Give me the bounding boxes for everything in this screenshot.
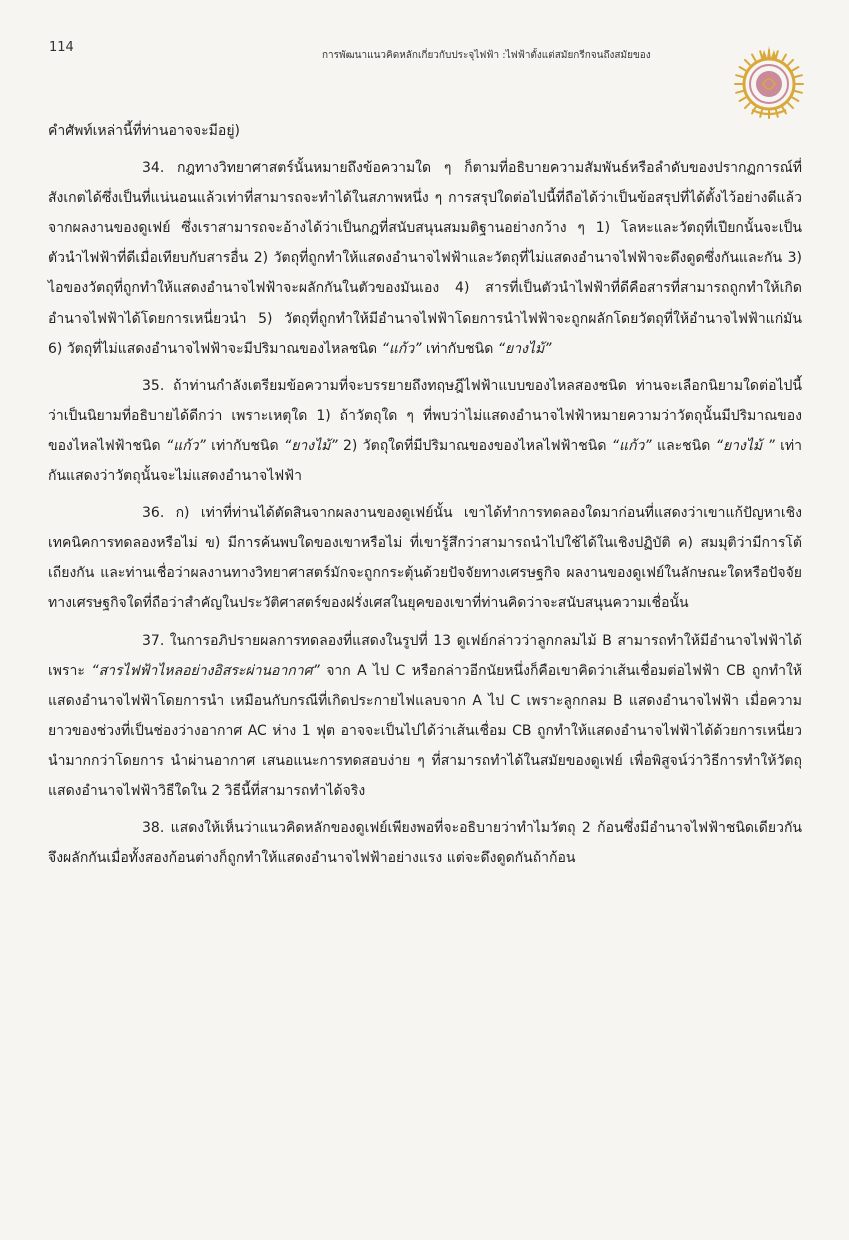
paragraph-question-35 bbox=[48, 371, 802, 491]
text-run: คำศัพท์เหล่านี้ที่ท่านอาจจะมีอยู่) bbox=[48, 123, 240, 139]
paragraph-question-38 bbox=[48, 813, 802, 873]
text-run: 34. กฎทางวิทยาศาสตร์นั้นหมายถึงข้อความใด ๆ ก็ตามที่อธิบายความสัมพันธ์หรือลำดับของปรากฏการณ์ที่สังเกตได้ซึ่งเป็นที่แน่นอนแล้วเท่าที่สามารถจะทำได้ในสภาพหนึ่ง ๆ การสรุปใดต่อไปนี้ที่ถือได้ว่าเป็นข้อสรุปที่ได้ตั้งไว้อย่างดีแล้วจากผลงานของดูเฟย์ ซึ่งเราสามารถจะอ้างได้ว่าเป็นกฎที่สนับสนุนสมมติฐานอย่างกว้าง ๆ 1) โลหะและวัตถุที่เปียกนั้นจะเป็นตัวนำไฟฟ้าที่ดีเมื่อเทียบกับสารอื่น 2) วัตถุที่ถูกทำให้แสดงอำนาจไฟฟ้าและวัตถุที่ไม่แสดงอำนาจไฟฟ้าจะดึงดูดซึ่งกันและกัน 3) ไอของวัตถุที่ถูกทำให้แสดงอำนาจไฟฟ้าจะผลักกันในตัวของมันเอง 4) สารที่เป็นตัวนำไฟฟ้าที่ดีคือสารที่สามารถถูกทำให้เกิดอำนาจไฟฟ้าได้โดยการเหนี่ยวนำ 5) วัตถุที่ถูกทำให้มีอำนาจไฟฟ้าโดยการนำไฟฟ้าจะถูกผลักโดยวัตถุที่ให้อำนาจไฟฟ้าแก่มัน 6) วัตถุที่ไม่แสดงอำนาจไฟฟ้าจะมีปริมาณของไหลชนิด bbox=[48, 160, 802, 357]
text-run: เท่ากันแสดงว่าวัตถุนั้นจะไม่แสดงอำนาจไฟฟ้า bbox=[48, 437, 802, 485]
emblem-ray bbox=[788, 60, 793, 65]
text-run: จาก A ไป C หรือกล่าวอีกนัยหนึ่งก็คือเขาคิดว่าเส้นเชื่อมต่อไฟฟ้า CB ถูกทำให้แสดงอำนาจไฟฟ้าโดยการนำ เหมือนกับกรณีที่เกิดประกายไฟแลบจาก A ไป C เพราะลูกกลม B แสดงอำนาจไฟฟ้า เมื่อความยาวของช่วงที่เป็นช่องว่างอากาศ AC ห่าง 1 ฟุต อาจจะเป็นไปได้ว่าเส้นเชื่อม CB ถูกทำให้แสดงอำนาจไฟฟ้าได้ด้วยการเหนี่ยวนำมากกว่าโดยการ นำผ่านอากาศ เสนอแนะการทดสอบง่าย ๆ ที่สามารถทำได้ในสมัยของดูเฟย์ เพื่อพิสูจน์ว่าวิธีการทำให้วัตถุแสดงอำนาจไฟฟ้าวิธีใดใน 2 วิธีนี้ที่สามารถทำได้จริง bbox=[48, 662, 802, 799]
emblem-ray bbox=[745, 103, 750, 108]
quoted-term: “แก้ว” bbox=[611, 437, 652, 454]
emblem-ray bbox=[736, 91, 743, 93]
running-head: การพัฒนาแนวคิดหลักเกี่ยวกับประจุไฟฟ้า :ไฟฟ้าตั้งแต่สมัยกรีกจนถึงสมัยของ bbox=[322, 50, 651, 61]
quoted-term: “ยางไม้” bbox=[283, 437, 338, 454]
text-run: เท่ากับชนิด bbox=[205, 437, 284, 454]
body-text bbox=[48, 116, 802, 880]
emblem-ray bbox=[788, 103, 793, 108]
quoted-term: “แก้ว” bbox=[381, 340, 422, 357]
emblem-ray bbox=[745, 60, 750, 65]
quoted-term: “ยางไม้ ” bbox=[715, 437, 775, 454]
emblem-ray bbox=[783, 55, 787, 61]
emblem-ray bbox=[760, 51, 762, 58]
emblem-ray bbox=[792, 98, 798, 102]
quoted-term: “สารไฟฟ้าไหลอย่างอิสระผ่านอากาศ” bbox=[91, 662, 320, 679]
text-run: 2) วัตถุใดที่มีปริมาณของของไหลไฟฟ้าชนิด bbox=[337, 437, 612, 454]
emblem-ray bbox=[792, 67, 798, 71]
text-run: เท่ากับชนิด bbox=[421, 340, 498, 357]
paragraph-question-36 bbox=[48, 498, 802, 618]
emblem-ray bbox=[736, 75, 743, 77]
text-run: 38. แสดงให้เห็นว่าแนวคิดหลักของดูเฟย์เพียงพอที่จะอธิบายว่าทำไมวัตถุ 2 ก้อนซึ่งมีอำนาจไฟฟ้าชนิดเดียวกันจึงผลักกันเมื่อทั้งสองก้อนต่างก็ถูกทำให้แสดงอำนาจไฟฟ้าอย่างแรง แต่จะดึงดูดกันถ้าก้อน bbox=[48, 820, 802, 867]
emblem-ray bbox=[776, 51, 778, 58]
quoted-term: “ยางไม้” bbox=[497, 340, 552, 357]
text-run: 35. ถ้าท่านกำลังเตรียมข้อความที่จะบรรยายถึงทฤษฎีไฟฟ้าแบบของไหลสองชนิด ท่านจะเลือกนิยามใดต่อไปนี้ว่าเป็นนิยามที่อธิบายได้ดีกว่า เพราะเหตุใด 1) ถ้าวัตถุใด ๆ ที่พบว่าไม่แสดงอำนาจไฟฟ้าหมายความว่าวัตถุนั้นมีปริมาณของของไหลไฟฟ้าชนิด bbox=[48, 377, 802, 454]
paragraph-question-37 bbox=[48, 626, 802, 807]
emblem-ray bbox=[740, 67, 746, 71]
paragraph-question-34 bbox=[48, 153, 802, 364]
page-number: 114 bbox=[49, 40, 74, 55]
text-run: และชนิด bbox=[651, 437, 716, 454]
text-run: 37. ในการอภิปรายผลการทดลองที่แสดงในรูปที่ 13 ดูเฟย์กล่าวว่าลูกกลมไม้ B สามารถทำให้มีอำนาจไฟฟ้าได้เพราะ bbox=[48, 632, 802, 679]
emblem-ray bbox=[740, 98, 746, 102]
royal-emblem-icon bbox=[728, 40, 810, 122]
emblem-ray bbox=[795, 75, 802, 77]
emblem-ray bbox=[752, 55, 756, 61]
emblem-ray bbox=[795, 91, 802, 93]
paragraph-intro bbox=[48, 116, 802, 146]
text-run: 36. ก) เท่าที่ท่านได้ตัดสินจากผลงานของดูเฟย์นั้น เขาได้ทำการทดลองใดมาก่อนที่แสดงว่าเขาแก้ปัญหาเชิงเทคนิคการทดลองหรือไม่ ข) มีการค้นพบใดของเขาหรือไม่ ที่เขารู้สึกว่าสามารถนำไปใช้ได้ในเชิงปฏิบัติ ค) สมมุติว่ามีการโต้เถียงกัน และท่านเชื่อว่าผลงานทางวิทยาศาสตร์มักจะถูกกระตุ้นด้วยปัจจัยทางเศรษฐกิจ ผลงานของดูเฟย์ในลักษณะใดหรือปัจจัยทางเศรษฐกิจใดที่ถือว่าสำคัญในประวัติศาสตร์ของฝรั่งเศสในยุคของเขาที่ท่านคิดว่าจะสนับสนุนความเชื่อนั้น bbox=[48, 505, 802, 612]
quoted-term: “แก้ว” bbox=[165, 437, 206, 454]
